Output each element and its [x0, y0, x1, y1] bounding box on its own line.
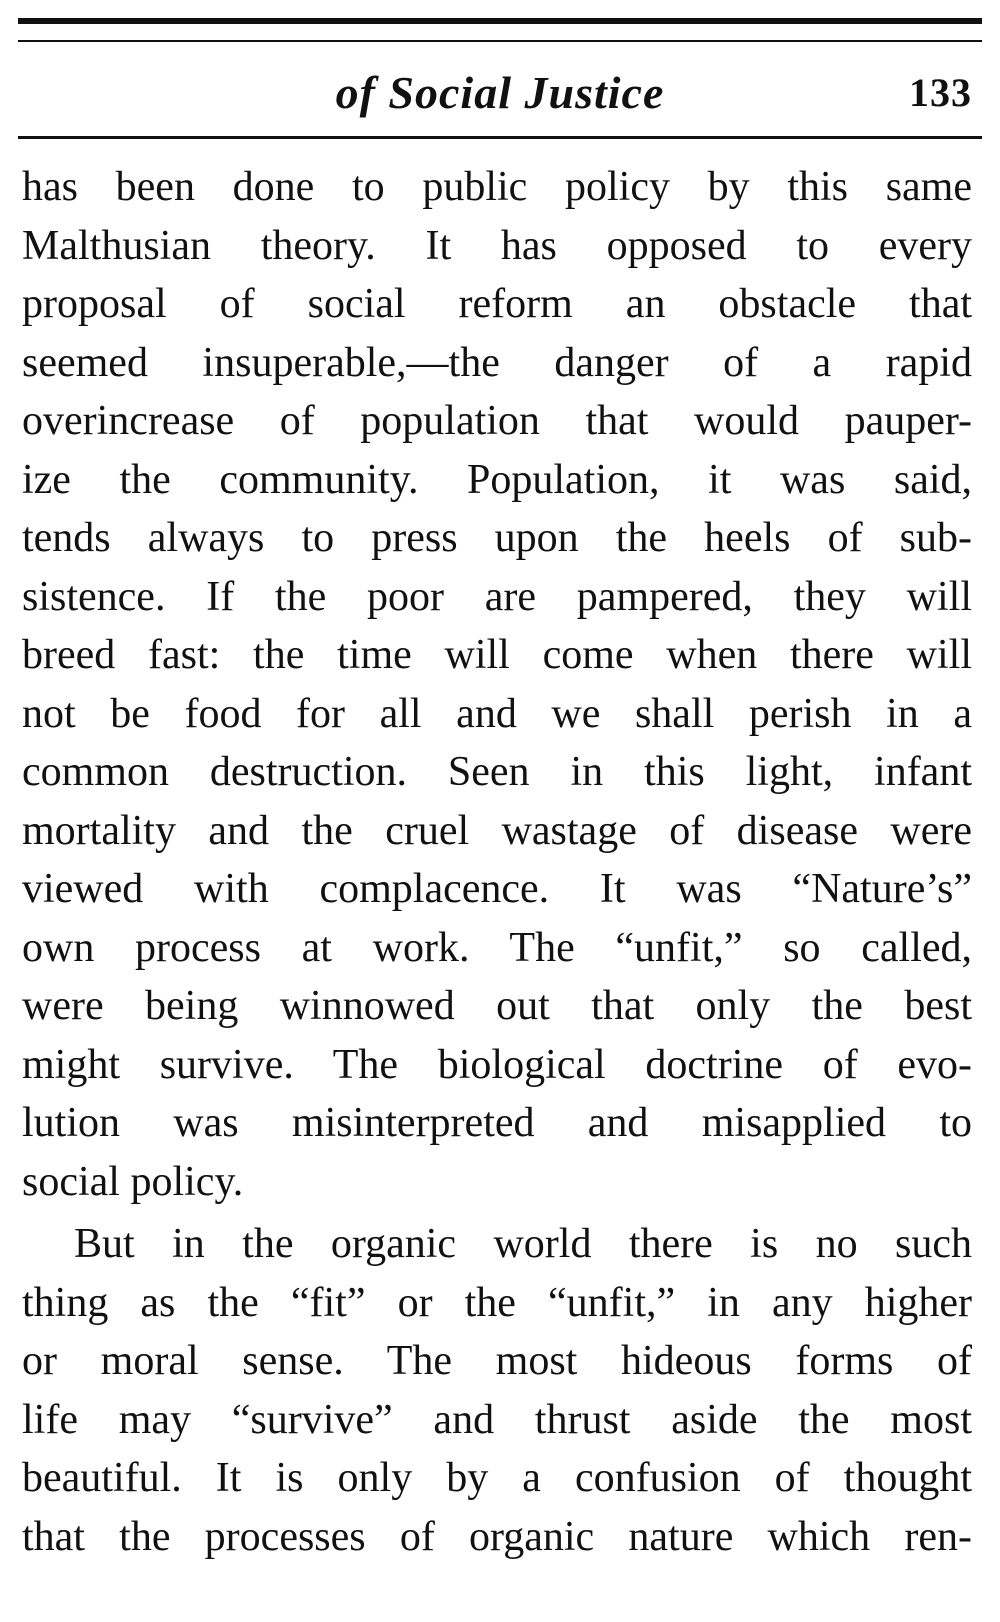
text-line: ize the community. Population, it was said,	[22, 456, 972, 503]
text-line: common destruction. Seen in this light, infant	[22, 749, 972, 795]
running-header	[18, 58, 982, 128]
body-text	[22, 158, 972, 1566]
text-line: overincrease of population that would pauper-	[22, 398, 972, 444]
header-rule	[18, 136, 982, 139]
text-line: Malthusian theory. It has opposed to every	[22, 222, 972, 269]
text-line: that the processes of organic nature which ren-	[22, 1513, 972, 1560]
text-line: viewed with complacence. It was “Nature’s”	[22, 866, 972, 912]
text-line: But in the organic world there is no such	[74, 1221, 972, 1267]
text-line: seemed insuperable,—the danger of a rapid	[22, 339, 972, 386]
text-line: mortality and the cruel wastage of disease were	[22, 807, 972, 854]
paragraph-2	[22, 1215, 972, 1566]
top-rule-thick	[18, 18, 982, 24]
paragraph-1	[22, 158, 972, 1211]
text-line: beautiful. It is only by a confusion of thought	[22, 1455, 972, 1501]
text-line: or moral sense. The most hideous forms of	[22, 1338, 972, 1384]
text-line: sistence. If the poor are pampered, they will	[22, 573, 972, 620]
text-line: breed fast: the time will come when there will	[22, 632, 972, 678]
text-line: not be food for all and we shall perish in a	[22, 690, 972, 737]
text-line: might survive. The biological doctrine of evo-	[22, 1041, 972, 1088]
text-line: life may “survive” and thrust aside the most	[22, 1396, 972, 1443]
text-line: own process at work. The “unfit,” so called,	[22, 924, 972, 971]
page-number: 133	[909, 70, 972, 115]
text-line: were being winnowed out that only the best	[22, 983, 972, 1029]
text-line: tends always to press upon the heels of sub-	[22, 515, 972, 561]
text-line: has been done to public policy by this same	[22, 164, 972, 210]
text-line: lution was misinterpreted and misapplied to	[22, 1100, 972, 1146]
text-line: social policy.	[22, 1158, 244, 1205]
running-title: of Social Justice	[335, 67, 665, 118]
text-line: thing as the “fit” or the “unfit,” in any higher	[22, 1279, 972, 1326]
top-rule-thin	[18, 40, 982, 42]
text-line: proposal of social reform an obstacle that	[22, 281, 972, 327]
